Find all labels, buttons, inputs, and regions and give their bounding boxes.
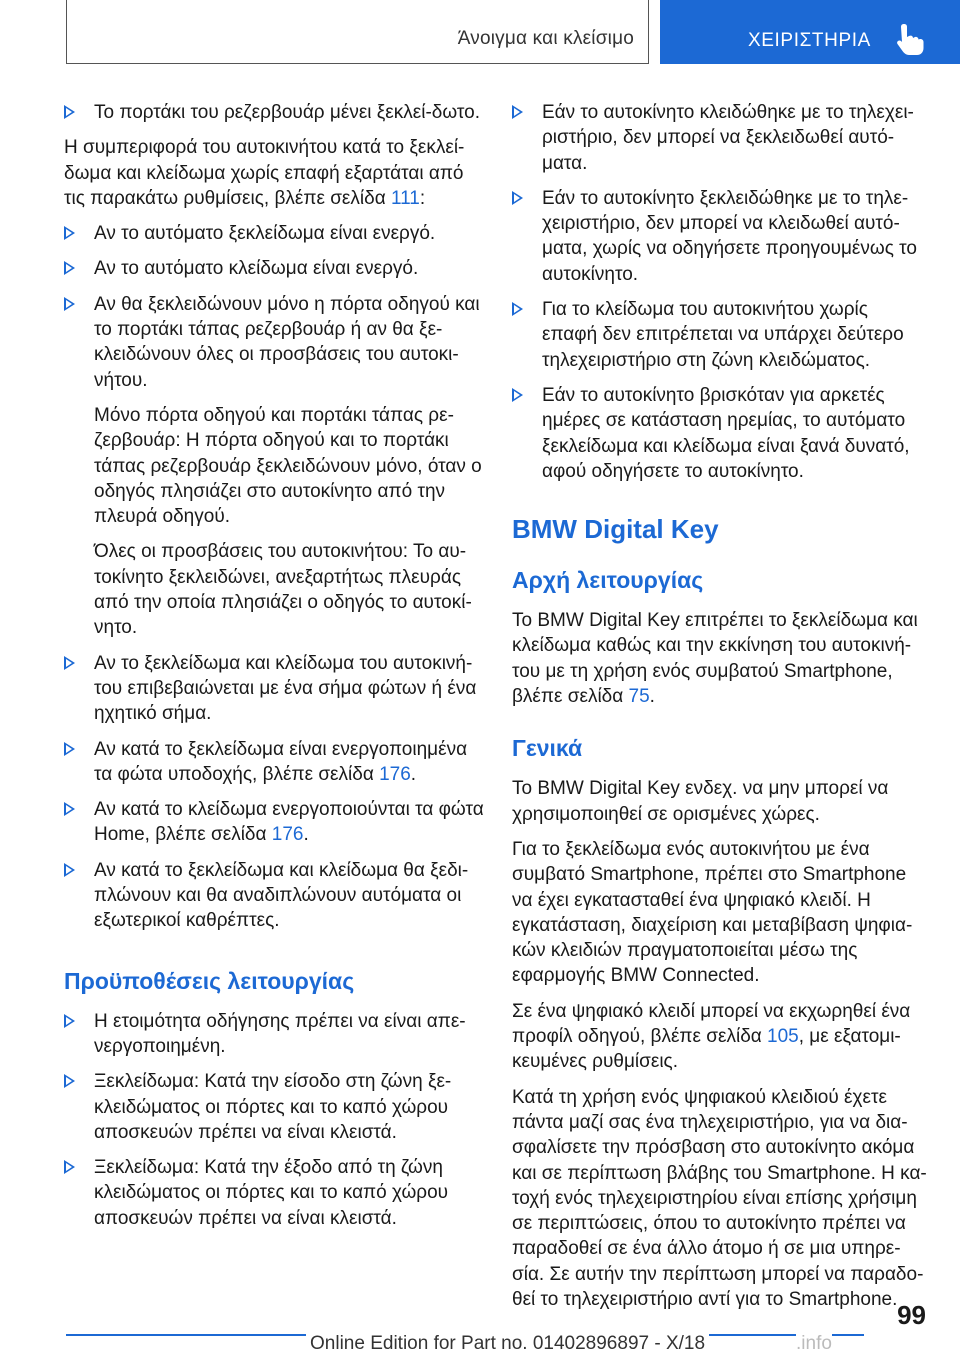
triangle-bullet-icon [64,802,75,816]
list-item: Εάν το αυτοκίνητο ξεκλειδώθηκε με το τηλε-χειριστήριο, δεν μπορεί να κλειδωθεί αυτό-ματα, χωρίς να οδηγήσετε προηγουμένως το αυτοκίνητο. [512,186,928,287]
paragraph: Κατά τη χρήση ενός ψηφιακού κλειδιού έχετε πάντα μαζί σας ένα τηλεχειριστήριο, για να δια-σφαλίσετε την πρόσβαση στο αυτοκίνητο ακόμα και σε περίπτωση βλάβης του Smartphone. Η κα-τοχή ενός τηλεχειριστηρίου είναι επίσης χρήσιμη σε περιπτώσεις, όπου το αυτοκίνητο πρέπει να παραδοθεί σε ένα άλλο άτομο ή σε μια υπηρε-σία. Σε αυτήν την περίπτωση μπορεί να παραδο-θεί το τηλεχειριστήριο αντί για το Smartphone. [512,1086,927,1310]
triangle-bullet-icon [64,226,75,240]
paragraph: Το BMW Digital Key ενδεχ. να μην μπορεί να χρησιμοποιηθεί σε ορισμένες χώρες. [512,778,889,825]
header-section-title: Άνοιγμα και κλείσιμο [457,28,634,49]
list-item: Για το κλείδωμα του αυτοκινήτου χωρίς επαφή δεν επιτρέπεται να υπάρχει δεύτερο τηλεχειριστήριο στη ζώνη κλειδώματος. [512,297,928,373]
section-heading: Γενικά [512,735,583,762]
list-item: Εάν το αυτοκίνητο κλειδώθηκε με το τηλεχει-ριστήριο, δεν μπορεί να ξεκλειδωθεί αυτό-ματα. [512,100,928,176]
paragraph: Για το ξεκλείδωμα ενός αυτοκινήτου με ένα συμβατό Smartphone, πρέπει στο Smartphone να έχει εγκατασταθεί ένα ψηφιακό κλειδί. Η εγκατάσταση, διαχείριση και μεταβίβαση ψηφια-κών κλειδιών πραγματοποιείται μέσω της εφαρμογής BMW Connected. [512,838,913,987]
triangle-bullet-icon [64,1014,75,1028]
paragraph: Σε ένα ψηφιακό κλειδί μπορεί να εκχωρηθεί ένα προφίλ οδηγού, βλέπε σελίδα 105, με εξατομι-κευμένες ρυθμίσεις. [512,1000,911,1073]
hand-pointer-icon [894,22,926,56]
left-column [64,100,484,1241]
triangle-bullet-icon [512,105,523,119]
list-item: Ξεκλείδωμα: Κατά την έξοδο από τη ζώνη κλειδώματος οι πόρτες και το καπό χώρου αποσκευών πρέπει να είναι κλειστά. [64,1155,484,1231]
triangle-bullet-icon [512,302,523,316]
header-section-box [66,0,649,64]
paragraph: Το BMW Digital Key επιτρέπει το ξεκλείδωμα και κλείδωμα καθώς και την εκκίνηση του αυτοκινή-του με τη χρήση ενός συμβατού Smartphone, βλέπε σελίδα 75. [512,610,918,708]
triangle-bullet-icon [64,261,75,275]
list-item: Αν το ξεκλείδωμα και κλείδωμα του αυτοκινή-του επιβεβαιώνεται με ένα σήμα φώτων ή ένα ηχητικό σήμα. [64,651,484,727]
list-item: Το πορτάκι του ρεζερβουάρ μένει ξεκλεί-δωτο. [64,100,484,125]
list-item: Αν το αυτόματο ξεκλείδωμα είναι ενεργό. [64,221,484,246]
triangle-bullet-icon [64,105,75,119]
list-item: Η ετοιμότητα οδήγησης πρέπει να είναι απε-νεργοποιημένη. [64,1009,484,1060]
page-link[interactable]: 105 [767,1026,799,1048]
chapter-heading: BMW Digital Key [512,514,719,545]
page-link[interactable]: 75 [628,686,650,708]
list-item: Αν κατά το κλείδωμα ενεργοποιούνται τα φώτα Home, βλέπε σελίδα 176. [64,797,484,848]
page-link[interactable]: 176 [379,763,411,785]
section-heading: Αρχή λειτουργίας [512,567,704,594]
page-link[interactable]: 176 [271,824,304,846]
triangle-bullet-icon [64,1160,75,1174]
list-item: Εάν το αυτοκίνητο βρισκόταν για αρκετές ημέρες σε κατάσταση ηρεμίας, το αυτόματο ξεκλείδωμα και κλείδωμα είναι ξανά δυνατό, αφού οδηγήσετε το αυτοκίνητο. [512,383,928,484]
footer-edition: Online Edition for Part no. 01402896897 - X/18 [306,1333,709,1355]
footer-watermark: .info [796,1333,832,1354]
list-item: Αν θα ξεκλειδώνουν μόνο η πόρτα οδηγού και το πορτάκι τάπας ρεζερβουάρ ή αν θα ξε-κλειδώνουν όλες οι προσβάσεις του αυτοκι-νήτου. [64,292,484,393]
page-number: 99 [897,1300,926,1330]
section-heading: Προϋποθέσεις λειτουργίας [64,967,355,994]
list-item: Ξεκλείδωμα: Κατά την είσοδο στη ζώνη ξε-κλειδώματος οι πόρτες και το καπό χώρου αποσκευών πρέπει να είναι κλειστά. [64,1069,484,1145]
paragraph: Η συμπεριφορά του αυτοκινήτου κατά το ξεκλεί-δωμα και κλείδωμα χωρίς επαφή εξαρτάται από τις παρακάτω ρυθμίσεις, βλέπε σελίδα 111: [64,137,465,209]
triangle-bullet-icon [64,863,75,877]
triangle-bullet-icon [64,656,75,670]
header-chapter-tab[interactable] [660,0,960,64]
page-link[interactable]: 111 [390,187,420,209]
header-chapter-label: ΧΕΙΡΙΣΤΗΡΙΑ [748,30,871,51]
sub-paragraph: Μόνο πόρτα οδηγού και πορτάκι τάπας ρε-ζερβουάρ: Η πόρτα οδηγού και το πορτάκι τάπας ρεζερβουάρ ξεκλειδώνουν μόνο, όταν ο οδηγός πλησιάζει στο αυτοκίνητο από την πλευρά οδηγού. [94,404,482,528]
list-item: Αν κατά το ξεκλείδωμα και κλείδωμα θα ξεδι-πλώνουν και θα αναδιπλώνουν αυτόματα οι εξωτερικοί καθρέπτες. [64,858,484,934]
triangle-bullet-icon [64,742,75,756]
sub-paragraph: Όλες οι προσβάσεις του αυτοκινήτου: Το αυ-τοκίνητο ξεκλειδώνει, ανεξαρτήτως πλευράς από την οποία πλησιάζει ο οδηγός το αυτοκί-νητο. [94,541,472,639]
list-item: Αν το αυτόματο κλείδωμα είναι ενεργό. [64,256,484,281]
triangle-bullet-icon [512,388,523,402]
triangle-bullet-icon [64,297,75,311]
triangle-bullet-icon [64,1074,75,1088]
right-column [512,100,928,1322]
triangle-bullet-icon [512,191,523,205]
list-item: Αν κατά το ξεκλείδωμα είναι ενεργοποιημένα τα φώτα υποδοχής, βλέπε σελίδα 176. [64,737,484,788]
